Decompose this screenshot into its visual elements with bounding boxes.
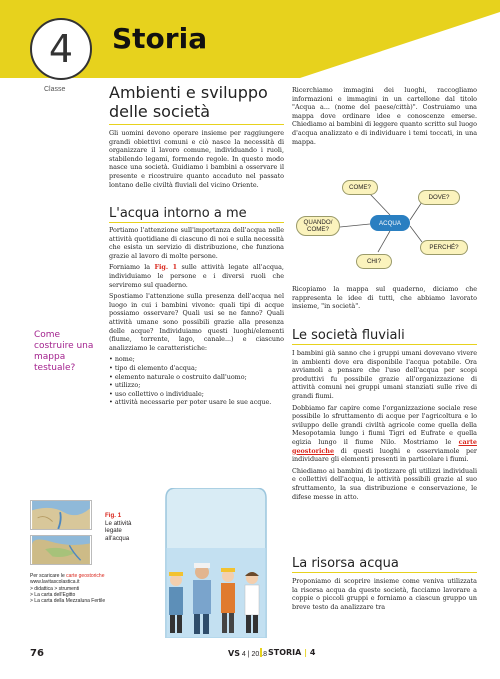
download-note-site[interactable]: www.lavitascolastica.it: [30, 579, 80, 586]
river-p2: [292, 404, 477, 464]
title-rule: [109, 124, 284, 125]
footer-section-label: STORIA: [268, 648, 302, 657]
concept-node-chi: CHI?: [356, 254, 392, 269]
water-p2: Spostiamo l'attenzione sulla presenza dell'acqua nel luogo in cui i bambini vivono: quali tipi di acque possiamo osservare? Quali usi se ne fanno? Quali attività umane sono possibili grazie alla presenza delle acque? Individuiamo questi luoghi/elementi (fiume, torrente, lago, canale...) e ciascuno analizziamo le caratteristiche:: [109, 292, 284, 352]
list-item: • utilizzo;: [109, 381, 284, 390]
heading-resource: La risorsa acqua: [292, 556, 399, 571]
resource-p1: Proponiamo di scoprire insieme come veniva utilizzata la risorsa acqua da queste società, facciamo lavorare a coppie o piccoli gruppi e forniamo a ciascun gruppo un breve testo da analizzare tra: [292, 577, 477, 611]
grade-badge: [30, 18, 92, 80]
right-top-paragraph: [292, 86, 477, 149]
right-after-text: Ricopiamo la mappa sul quaderno, diciamo che rappresenta le idee di tutti, che abbiamo lavorato insieme, "in società".: [292, 285, 477, 311]
water-p1b-post: sulle attività legate all'acqua, individuiamo le persone e i diversi ruoli che serviremo sul quaderno.: [109, 263, 284, 289]
section-title: Storia: [112, 22, 208, 55]
water-p1b: [109, 263, 284, 289]
heading-river: Le società fluviali: [292, 328, 405, 343]
intro-text: Gli uomini devono operare insieme per raggiungere grandi obiettivi comuni e ciò nasce la necessità di organizzare il lavoro comune, individuando i ruoli, stabilendo legami, formendo regole. In questo modo nasce una società. Guidiamo i bambini a osservare il presente e ricostruire quanto accaduto nel passato lontano delle civiltà fluviali del vicino Oriente.: [109, 129, 284, 189]
footer-section-number: 4: [309, 648, 316, 657]
list-item: • attività necessarie per poter usare le sue acque.: [109, 398, 284, 407]
river-section: [292, 349, 477, 504]
figure-number: Fig. 1: [105, 512, 122, 519]
water-p1b-pre: Forniamo la: [109, 263, 151, 272]
water-section: [109, 226, 284, 407]
figure-caption: [105, 512, 145, 542]
list-item: • tipo di elemento d'acqua;: [109, 364, 284, 373]
list-item: • uso collettivo o individuale;: [109, 390, 284, 399]
concept-node-acqua: ACQUA: [370, 215, 410, 231]
heading-resource-rule: [292, 572, 477, 573]
figure-water-workers: [146, 488, 286, 638]
intro-paragraph: [109, 129, 284, 192]
concept-node-perche: PERCHÉ?: [420, 240, 468, 255]
geostoric-maps-link[interactable]: carte geostoriche: [292, 437, 477, 455]
download-note-line: > La carta dell'Egitto: [30, 591, 76, 598]
download-note-line: > didattica > strumenti: [30, 585, 80, 592]
concept-node-dove: DOVE?: [418, 190, 460, 205]
river-p1: I bambini già sanno che i gruppi umani dovevano vivere in ambienti dove era disponibile l'acqua potabile. Ora avviamoli a pensare che l'uso dell'acqua per scopi produttivi fu possibile grazie all'organizzazione di attività comuni nei gruppi umani stanziati sulle rive di grandi fiumi.: [292, 349, 477, 400]
concept-node-quando-come: QUANDO/ COME?: [296, 216, 340, 236]
heading-river-rule: [292, 344, 477, 345]
river-p3: Chiediamo ai bambini di ipotizzare gli utilizzi individuali e collettivi dell'acqua, le attività possibili grazie al suo sfruttamento, la sua distribuzione e conservazione, le difese messe in atto.: [292, 466, 477, 501]
heading-water: L'acqua intorno a me: [109, 206, 247, 221]
characteristics-list: [109, 355, 284, 407]
river-p2-pre: Dobbiamo far capire come l'organizzazione sociale rese possibile lo sfruttamento di acque per l'agricoltura e lo sviluppo delle grandi civiltà agricole come quella della Mesopotamia lungo i fiumi Tigri ed Eufrate e quella egizia lungo il fiume Nilo. Mostriamo le: [292, 403, 477, 446]
download-note-line: > La carta della Mezzaluna Fertile: [30, 598, 106, 605]
concept-map: [292, 172, 482, 277]
sidebar-question: Come costruire una mappa testuale?: [34, 330, 94, 373]
download-note-link[interactable]: carte geostoriche: [66, 573, 105, 579]
article-title: Ambienti e sviluppo delle società: [109, 83, 268, 121]
page-number: 76: [30, 648, 44, 659]
concept-node-come: COME?: [342, 180, 378, 195]
fig1-reference[interactable]: Fig. 1: [154, 263, 178, 272]
right-after-paragraph: [292, 285, 477, 314]
list-item: • nome;: [109, 355, 284, 364]
heading-water-rule: [109, 222, 284, 223]
list-item: • elemento naturale o costruito dall'uomo;: [109, 373, 284, 382]
grade-number: 4: [48, 27, 74, 71]
figure-caption-text: Le attività legate all'acqua: [105, 519, 132, 542]
download-note: [30, 573, 108, 604]
grade-label: Classe: [44, 86, 66, 93]
map-thumbnail-egypt[interactable]: [30, 500, 92, 530]
map-thumbnail-fertile-crescent[interactable]: [30, 535, 92, 565]
water-p1: Portiamo l'attenzione sull'importanza dell'acqua nelle attività quotidiane di ciascuno di noi e sulla necessità che esista un servizio di distribuzione, che funziona grazie al lavoro di molte persone.: [109, 226, 284, 260]
resource-section: [292, 577, 477, 614]
download-note-prefix: Per scaricare le: [30, 573, 65, 579]
river-p2-post: di questi luoghi e osserviamole per individuare gli elementi presenti in particolare i fiumi.: [292, 446, 477, 464]
right-top-text: Ricerchiamo immagini dei luoghi, raccogliamo informazioni e immagini in un cartellone dal titolo "Acqua a... (nome del paese/città)". Costruiamo una mappa dove ordinare idee e conoscenze emerse. Chiediamo ai bambini di leggere quanto scritto sul luogo d'acqua analizzato e di individuare i temi toccati, in una mappa.: [292, 86, 477, 146]
magazine-logo: VS: [228, 649, 240, 658]
issue-label: 4 | 2018: [241, 651, 268, 658]
footer-section: STORIA | 4: [260, 648, 315, 657]
